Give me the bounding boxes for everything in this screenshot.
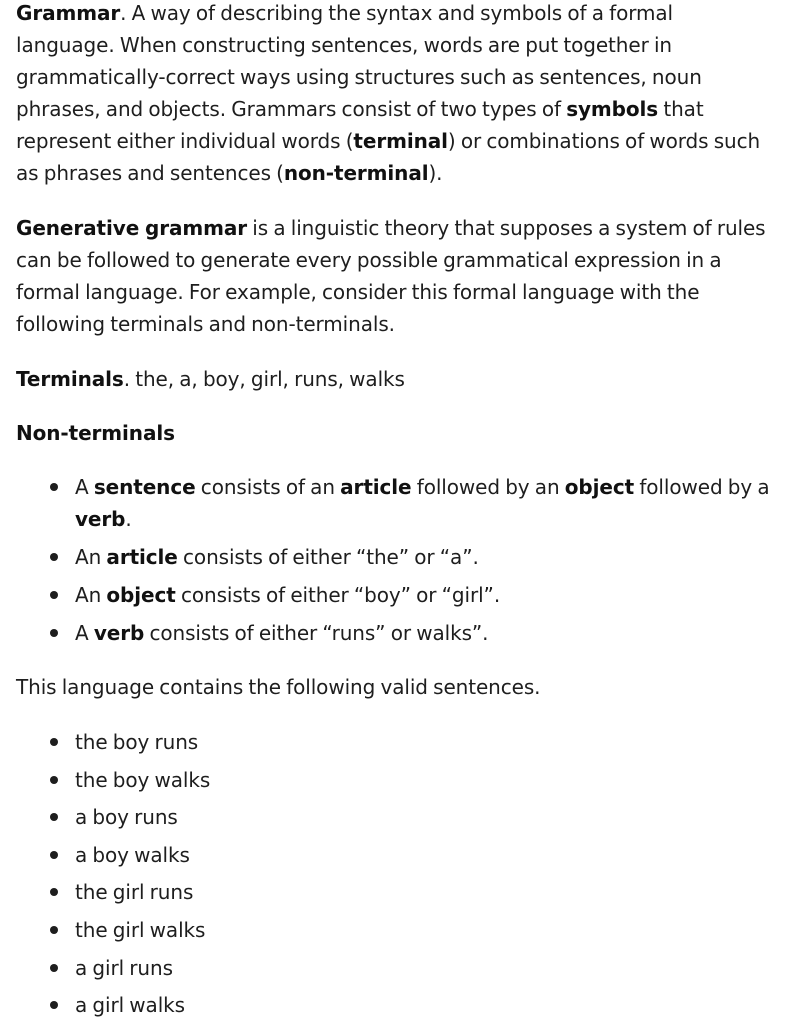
rule-text: followed by a bbox=[634, 475, 770, 499]
rule-term: article bbox=[106, 545, 178, 569]
bullet-icon bbox=[50, 964, 58, 972]
grammar-text-4: ). bbox=[428, 161, 443, 185]
rule-text: consists of either “the” or “a”. bbox=[177, 545, 479, 569]
sentence-text: the girl runs bbox=[75, 880, 194, 905]
list-item bbox=[50, 839, 210, 871]
sentence-text: a girl runs bbox=[75, 955, 173, 980]
bullet-icon bbox=[50, 738, 58, 746]
terminals-paragraph bbox=[16, 363, 405, 395]
generative-grammar-text: is a linguistic theory that supposes a system of rules can be followed to generate every possible grammatical expression in a formal language. For example, consider this formal language with the following terminals and non-terminals. bbox=[16, 216, 766, 336]
rule-text: A bbox=[75, 621, 94, 645]
generative-grammar-paragraph bbox=[16, 212, 786, 340]
rule-text: A bbox=[75, 475, 94, 499]
rule-text: consists of either “runs” or walks”. bbox=[144, 621, 489, 645]
list-item bbox=[50, 914, 210, 946]
list-item bbox=[50, 801, 210, 833]
rule-term: sentence bbox=[93, 475, 196, 499]
grammar-text-3: ) or combinations of words such as phrases and sentences ( bbox=[16, 129, 761, 185]
generative-grammar-term: Generative grammar bbox=[16, 216, 248, 240]
bullet-icon bbox=[50, 888, 58, 896]
non-terminals-heading bbox=[16, 417, 175, 449]
rule-term: object bbox=[106, 583, 176, 607]
bullet-icon bbox=[50, 629, 58, 637]
list-item bbox=[50, 764, 210, 796]
sentence-text: the boy walks bbox=[75, 767, 211, 792]
bullet-icon bbox=[50, 591, 58, 599]
rule-text: consists of either “boy” or “girl”. bbox=[175, 583, 501, 607]
rule-text: An bbox=[75, 583, 107, 607]
grammar-text-1: . A way of describing the syntax and symbols of a formal language. When constructing sentences, words are put together in grammatically-correct ways using structures such as sentences, noun phrases, and objects. Grammars consist of two types of bbox=[16, 1, 702, 121]
list-item bbox=[50, 617, 770, 649]
sentence-text: a girl walks bbox=[75, 993, 185, 1018]
rule-term: article bbox=[340, 475, 412, 499]
terminal-term: terminal bbox=[353, 129, 448, 153]
sentence-text: a boy runs bbox=[75, 805, 178, 830]
terminals-label: Terminals bbox=[16, 367, 124, 391]
rule-term: verb bbox=[75, 507, 126, 531]
list-item bbox=[50, 471, 770, 535]
rule-text: consists of an bbox=[195, 475, 341, 499]
rule-text: followed by an bbox=[411, 475, 565, 499]
list-item bbox=[50, 541, 770, 573]
symbols-term: symbols bbox=[566, 97, 659, 121]
rule-text: An bbox=[75, 545, 107, 569]
bullet-icon bbox=[50, 553, 58, 561]
non-terminal-term: non-terminal bbox=[283, 161, 429, 185]
bullet-icon bbox=[50, 926, 58, 934]
list-item bbox=[50, 579, 770, 611]
grammar-text-2: that represent either individual words ( bbox=[16, 97, 704, 153]
rule-text: . bbox=[125, 507, 132, 531]
sentence-text: the boy runs bbox=[75, 730, 199, 754]
bullet-icon bbox=[50, 851, 58, 859]
sentences-list bbox=[50, 726, 210, 1027]
bullet-icon bbox=[50, 483, 58, 491]
terminals-text: . the, a, boy, girl, runs, walks bbox=[123, 367, 405, 391]
list-item bbox=[50, 989, 210, 1021]
grammar-term: Grammar bbox=[16, 1, 121, 25]
rule-term: verb bbox=[93, 621, 145, 645]
sentences-intro: This language contains the following valid sentences. bbox=[16, 675, 541, 699]
non-terminals-list bbox=[50, 471, 770, 655]
non-terminals-label: Non-terminals bbox=[16, 421, 175, 445]
list-item bbox=[50, 952, 210, 984]
list-item bbox=[50, 726, 210, 758]
sentence-text: a boy walks bbox=[75, 842, 190, 867]
bullet-icon bbox=[50, 1001, 58, 1009]
grammar-paragraph bbox=[16, 0, 776, 189]
bullet-icon bbox=[50, 813, 58, 821]
rule-term: object bbox=[564, 475, 635, 499]
sentence-text: the girl walks bbox=[75, 917, 206, 942]
list-item bbox=[50, 876, 210, 908]
bullet-icon bbox=[50, 776, 58, 784]
